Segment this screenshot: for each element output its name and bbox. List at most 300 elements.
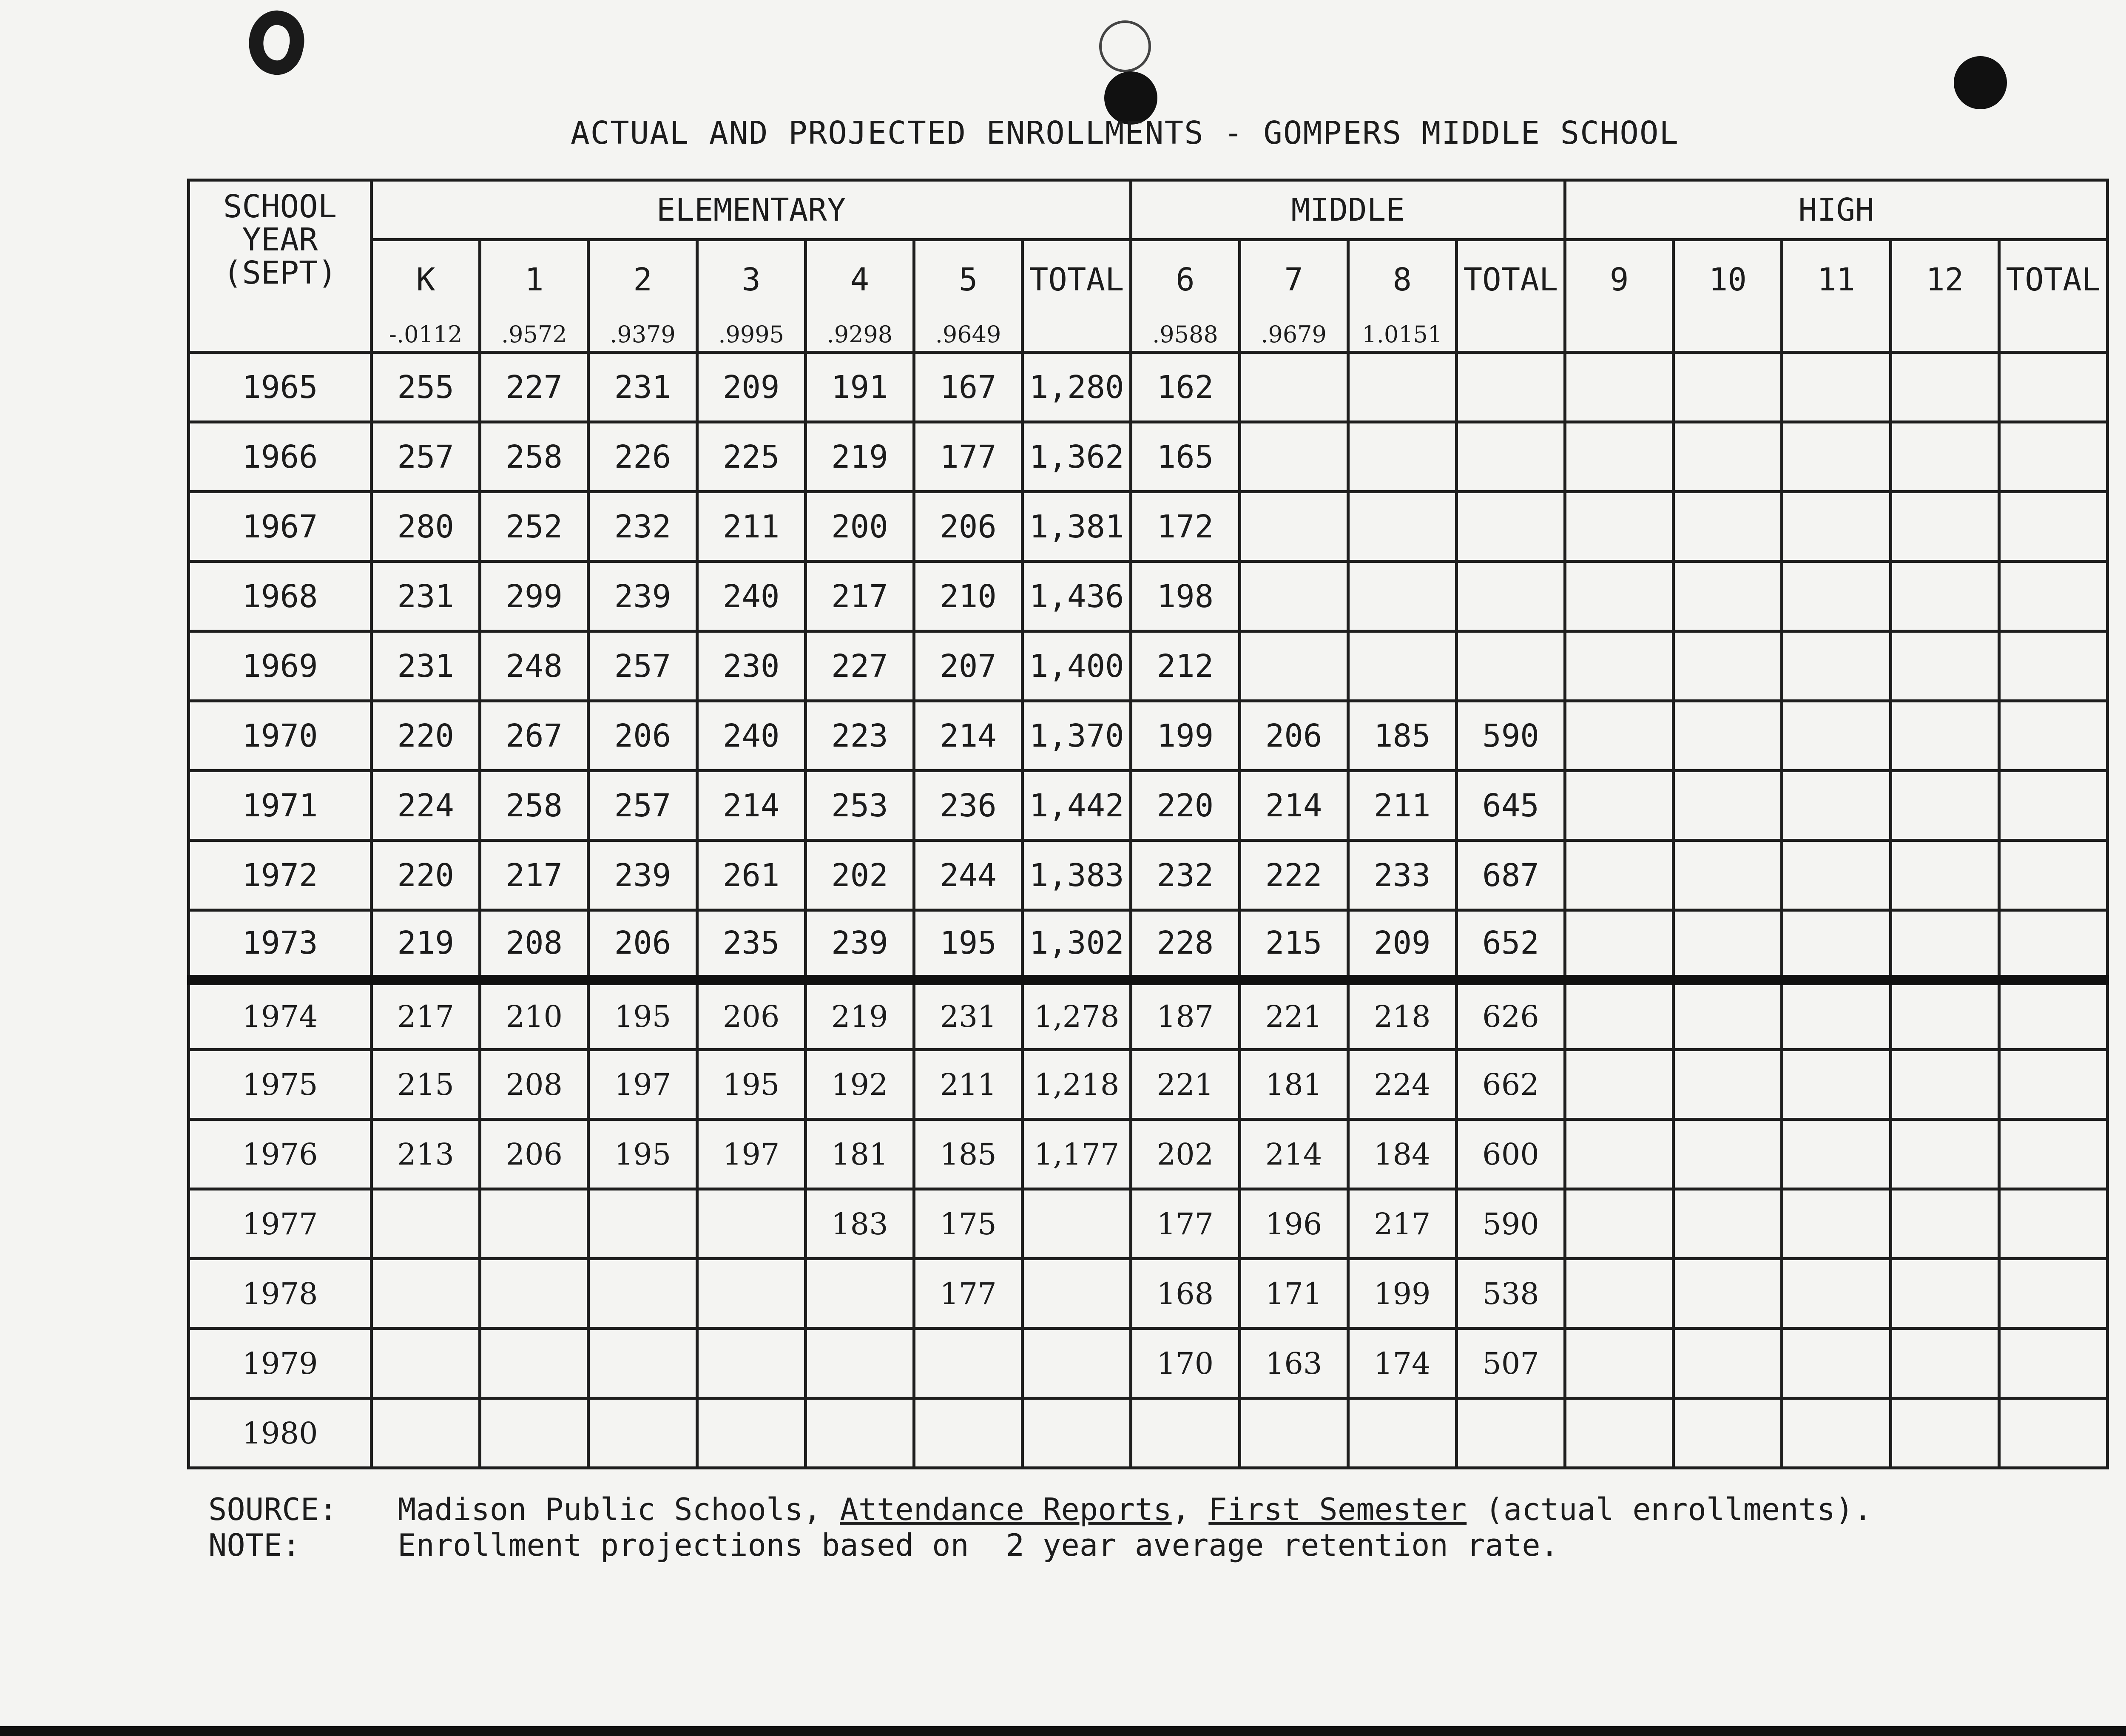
enrollment-cell: 191 [805,352,914,422]
enrollment-cell: 239 [805,910,914,980]
enrollment-cell: 538 [1456,1259,1565,1329]
enrollment-cell [1565,701,1674,771]
grade-column-header [1348,240,1456,352]
enrollment-cell [1890,1189,1999,1259]
enrollment-cell [1456,492,1565,562]
enrollment-cell [1890,1259,1999,1329]
school-year-cell: 1966 [189,422,372,492]
enrollment-cell [914,1329,1022,1398]
enrollment-cell [1890,1329,1999,1398]
enrollment-cell: 228 [1131,910,1239,980]
note-text: Enrollment projections based on 2 year average retention rate. [398,1527,1559,1563]
enrollment-cell: 687 [1456,841,1565,910]
enrollment-cell: 211 [697,492,805,562]
enrollment-cell [1890,910,1999,980]
enrollment-cell [588,1259,697,1329]
school-year-cell: 1975 [189,1050,372,1119]
enrollment-cell: 170 [1131,1329,1239,1398]
enrollment-cell [1565,771,1674,841]
enrollment-cell: 227 [805,631,914,701]
enrollment-cell [1782,701,1890,771]
enrollment-cell [1348,562,1456,631]
retention-rate [1892,321,1998,348]
enrollment-cell [1782,492,1890,562]
enrollment-cell [1674,1119,1782,1189]
enrollment-cell: 239 [588,841,697,910]
enrollment-cell: 1,280 [1023,352,1131,422]
enrollment-cell: 267 [480,701,588,771]
enrollment-cell: 252 [480,492,588,562]
school-year-cell: 1970 [189,701,372,771]
table-row [189,631,2108,701]
enrollment-cell [805,1259,914,1329]
enrollment-cell [1239,492,1348,562]
enrollment-cell: 258 [480,422,588,492]
school-year-cell: 1965 [189,352,372,422]
table-row [189,841,2108,910]
enrollment-cell: 219 [805,422,914,492]
enrollment-cell: 258 [480,771,588,841]
enrollment-cell: 171 [1239,1259,1348,1329]
enrollment-cell [1782,1398,1890,1468]
enrollment-cell [1674,352,1782,422]
enrollment-cell [805,1398,914,1468]
grade-column-header [914,240,1022,352]
scan-edge [0,1726,2126,1736]
table-row [189,352,2108,422]
enrollment-cell: 1,302 [1023,910,1131,980]
enrollment-cell [1348,422,1456,492]
enrollment-cell: 507 [1456,1329,1565,1398]
grade-label: 5 [958,261,978,298]
table-row [189,980,2108,1050]
enrollment-cell: 167 [914,352,1022,422]
elementary-group-header: ELEMENTARY [372,180,1131,240]
punch-hole-outline [1099,20,1151,72]
enrollment-cell: 165 [1131,422,1239,492]
enrollment-cell: 220 [372,701,480,771]
enrollment-cell [1890,771,1999,841]
enrollment-cell [1565,1189,1674,1259]
enrollment-cell [1565,1050,1674,1119]
enrollment-cell: 232 [1131,841,1239,910]
enrollment-cell [1674,1398,1782,1468]
enrollment-cell: 1,442 [1023,771,1131,841]
enrollment-cell [1565,1329,1674,1398]
enrollment-cell [480,1189,588,1259]
enrollment-cell: 185 [914,1119,1022,1189]
handwritten-mark [242,5,311,80]
enrollment-cell [1456,562,1565,631]
table-row [189,1398,2108,1468]
enrollment-cell: 195 [588,1119,697,1189]
enrollment-cell: 645 [1456,771,1565,841]
enrollment-cell [1023,1189,1131,1259]
enrollment-cell: 215 [372,1050,480,1119]
enrollment-cell [1999,1189,2107,1259]
enrollment-cell: 181 [1239,1050,1348,1119]
enrollment-cell: 177 [1131,1189,1239,1259]
enrollment-cell [1782,910,1890,980]
enrollment-cell [1999,352,2107,422]
school-year-cell: 1967 [189,492,372,562]
enrollment-cell: 214 [914,701,1022,771]
note-label: NOTE: [208,1527,301,1563]
enrollment-cell: 255 [372,352,480,422]
enrollment-cell [588,1189,697,1259]
retention-rate: .9995 [718,321,784,348]
enrollment-cell: 257 [588,771,697,841]
enrollment-cell: 206 [914,492,1022,562]
enrollment-cell [1674,1189,1782,1259]
enrollment-cell: 225 [697,422,805,492]
grade-header-row [189,240,2108,352]
table-row [189,422,2108,492]
school-year-cell: 1977 [189,1189,372,1259]
enrollment-cell: 233 [1348,841,1456,910]
enrollment-cell: 202 [1131,1119,1239,1189]
enrollment-cell: 1,383 [1023,841,1131,910]
enrollment-cell: 232 [588,492,697,562]
enrollment-cell [1565,841,1674,910]
enrollment-cell: 197 [697,1119,805,1189]
enrollment-cell: 207 [914,631,1022,701]
enrollment-cell: 184 [1348,1119,1456,1189]
enrollment-cell: 1,436 [1023,562,1131,631]
enrollment-cell [1456,422,1565,492]
enrollment-cell: 1,218 [1023,1050,1131,1119]
enrollment-cell [1999,701,2107,771]
enrollment-cell: 280 [372,492,480,562]
enrollment-cell: 195 [914,910,1022,980]
enrollment-cell: 195 [697,1050,805,1119]
enrollment-cell: 219 [805,980,914,1050]
enrollment-cell [1674,980,1782,1050]
enrollment-cell [1890,562,1999,631]
enrollment-cell: 221 [1239,980,1348,1050]
table-row [189,771,2108,841]
enrollment-cell: 240 [697,562,805,631]
grade-column-header [1239,240,1348,352]
enrollment-cell: 196 [1239,1189,1348,1259]
enrollment-cell: 177 [914,422,1022,492]
retention-rate [1024,321,1129,348]
page-title: ACTUAL AND PROJECTED ENROLLMENTS - GOMPERS MIDDLE SCHOOL [571,115,1679,151]
enrollment-cell: 1,381 [1023,492,1131,562]
enrollment-cell: 195 [588,980,697,1050]
enrollment-table [187,179,2109,1469]
enrollment-cell: 230 [697,631,805,701]
enrollment-cell: 210 [914,562,1022,631]
enrollment-cell [480,1259,588,1329]
enrollment-cell: 199 [1131,701,1239,771]
enrollment-cell: 174 [1348,1329,1456,1398]
enrollment-cell: 198 [1131,562,1239,631]
enrollment-cell [697,1398,805,1468]
enrollment-cell: 1,370 [1023,701,1131,771]
grade-column-header [1565,240,1674,352]
enrollment-cell [1999,1398,2107,1468]
enrollment-cell [1565,352,1674,422]
enrollment-cell: 197 [588,1050,697,1119]
enrollment-cell [1782,771,1890,841]
enrollment-cell: 213 [372,1119,480,1189]
enrollment-cell [1674,492,1782,562]
grade-label: 6 [1176,261,1195,298]
enrollment-cell: 202 [805,841,914,910]
enrollment-cell: 261 [697,841,805,910]
enrollment-cell: 239 [588,562,697,631]
source-comma: , [1171,1492,1190,1527]
school-year-cell: 1980 [189,1398,372,1468]
enrollment-cell: 192 [805,1050,914,1119]
school-year-cell: 1974 [189,980,372,1050]
enrollment-cell [1348,492,1456,562]
enrollment-cell [1565,980,1674,1050]
enrollment-cell [1890,1398,1999,1468]
enrollment-cell: 211 [1348,771,1456,841]
enrollment-cell: 1,400 [1023,631,1131,701]
enrollment-cell [914,1398,1022,1468]
enrollment-cell [1565,631,1674,701]
enrollment-cell [1999,910,2107,980]
grade-column-header [1023,240,1131,352]
grade-label: TOTAL [2006,261,2101,298]
punch-hole [1954,56,2007,109]
enrollment-cell [1456,631,1565,701]
enrollment-cell: 210 [480,980,588,1050]
enrollment-cell: 222 [1239,841,1348,910]
enrollment-cell: 217 [372,980,480,1050]
school-year-cell: 1976 [189,1119,372,1189]
grade-column-header [1674,240,1782,352]
retention-rate [2001,321,2106,348]
grade-label: 10 [1708,261,1747,298]
retention-rate: 1.0151 [1362,321,1443,348]
enrollment-cell [1239,422,1348,492]
enrollment-cell [1890,352,1999,422]
enrollment-cell: 214 [1239,771,1348,841]
enrollment-cell [1348,631,1456,701]
enrollment-cell [1782,1329,1890,1398]
header-line: YEAR [242,222,318,258]
enrollment-cell [480,1398,588,1468]
grade-label: K [416,261,435,298]
school-year-cell: 1978 [189,1259,372,1329]
school-year-header [189,180,372,352]
grade-column-header [372,240,480,352]
source-text: Madison Public Schools, [398,1492,821,1527]
enrollment-cell [1023,1329,1131,1398]
enrollment-cell [1565,1259,1674,1329]
enrollment-cell [1890,701,1999,771]
enrollment-cell [1782,841,1890,910]
grade-column-header [697,240,805,352]
enrollment-cell [1999,980,2107,1050]
enrollment-cell [1999,631,2107,701]
enrollment-cell: 209 [1348,910,1456,980]
grade-column-header [1782,240,1890,352]
enrollment-cell: 248 [480,631,588,701]
enrollment-cell: 590 [1456,701,1565,771]
enrollment-cell: 224 [1348,1050,1456,1119]
enrollment-cell [1999,1329,2107,1398]
grade-label: 1 [525,261,544,298]
enrollment-cell: 183 [805,1189,914,1259]
enrollment-cell: 214 [697,771,805,841]
enrollment-cell [480,1329,588,1398]
enrollment-cell: 231 [588,352,697,422]
retention-rate: -.0112 [389,321,463,348]
enrollment-cell: 175 [914,1189,1022,1259]
enrollment-cell [1999,562,2107,631]
grade-label: 7 [1284,261,1303,298]
enrollment-cell: 206 [1239,701,1348,771]
enrollment-cell [1890,492,1999,562]
enrollment-cell: 590 [1456,1189,1565,1259]
enrollment-cell [1782,422,1890,492]
table-row [189,562,2108,631]
enrollment-cell: 600 [1456,1119,1565,1189]
enrollment-cell: 219 [372,910,480,980]
school-year-cell: 1971 [189,771,372,841]
enrollment-cell [1131,1398,1239,1468]
enrollment-cell: 185 [1348,701,1456,771]
source-report-name: Attendance Reports [840,1492,1172,1527]
enrollment-cell: 217 [805,562,914,631]
enrollment-cell [1999,422,2107,492]
enrollment-cell: 206 [588,910,697,980]
enrollment-cell [1999,1119,2107,1189]
enrollment-cell [1674,1329,1782,1398]
enrollment-cell [1782,562,1890,631]
enrollment-cell: 253 [805,771,914,841]
enrollment-cell: 236 [914,771,1022,841]
enrollment-cell: 217 [1348,1189,1456,1259]
enrollment-cell [1782,1259,1890,1329]
header-line: (SEPT) [223,255,337,291]
enrollment-cell [697,1329,805,1398]
enrollment-cell [1782,980,1890,1050]
table-row [189,1119,2108,1189]
enrollment-cell [372,1398,480,1468]
enrollment-cell [1890,841,1999,910]
grade-column-header [1890,240,1999,352]
source-label: SOURCE: [208,1492,338,1527]
retention-rate [1458,321,1563,348]
enrollment-cell [1565,422,1674,492]
enrollment-cell [1782,352,1890,422]
enrollment-cell: 223 [805,701,914,771]
high-group-header: HIGH [1565,180,2108,240]
enrollment-cell: 206 [588,701,697,771]
enrollment-cell: 211 [914,1050,1022,1119]
enrollment-cell: 231 [914,980,1022,1050]
enrollment-cell: 224 [372,771,480,841]
enrollment-cell: 244 [914,841,1022,910]
enrollment-cell [1782,631,1890,701]
enrollment-cell [1999,1050,2107,1119]
enrollment-cell [1674,1050,1782,1119]
grade-column-header [805,240,914,352]
enrollment-cell: 227 [480,352,588,422]
enrollment-cell: 215 [1239,910,1348,980]
retention-rate [1566,321,1672,348]
enrollment-cell: 208 [480,1050,588,1119]
enrollment-cell [1999,841,2107,910]
grade-column-header [1131,240,1239,352]
table-row [189,492,2108,562]
enrollment-cell [1239,352,1348,422]
enrollment-cell: 257 [372,422,480,492]
enrollment-cell: 209 [697,352,805,422]
enrollment-cell: 299 [480,562,588,631]
enrollment-cell [1674,701,1782,771]
enrollment-cell: 1,362 [1023,422,1131,492]
table-row [189,701,2108,771]
enrollment-cell: 217 [480,841,588,910]
enrollment-cell [372,1189,480,1259]
enrollment-cell: 231 [372,562,480,631]
footer-notes [208,1492,1872,1563]
enrollment-cell [1999,1259,2107,1329]
table-row [189,1329,2108,1398]
enrollment-cell [588,1398,697,1468]
grade-label: 8 [1393,261,1412,298]
enrollment-cell [697,1189,805,1259]
enrollment-cell: 221 [1131,1050,1239,1119]
enrollment-cell: 214 [1239,1119,1348,1189]
enrollment-cell: 257 [588,631,697,701]
enrollment-cell: 212 [1131,631,1239,701]
school-year-cell: 1979 [189,1329,372,1398]
enrollment-cell [697,1259,805,1329]
retention-rate: .9379 [610,321,676,348]
grade-column-header [480,240,588,352]
enrollment-cell [1456,1398,1565,1468]
enrollment-cell: 662 [1456,1050,1565,1119]
enrollment-cell: 652 [1456,910,1565,980]
enrollment-cell [1565,1119,1674,1189]
school-year-cell: 1968 [189,562,372,631]
grade-label: 12 [1926,261,1964,298]
enrollment-cell [1239,1398,1348,1468]
table-row [189,910,2108,980]
enrollment-cell: 181 [805,1119,914,1189]
enrollment-cell: 231 [372,631,480,701]
enrollment-cell: 1,278 [1023,980,1131,1050]
enrollment-cell: 206 [697,980,805,1050]
enrollment-cell [1674,910,1782,980]
enrollment-cell: 200 [805,492,914,562]
enrollment-cell [1565,562,1674,631]
enrollment-cell [1999,492,2107,562]
grade-label: 2 [633,261,652,298]
grade-label: TOTAL [1029,261,1124,298]
enrollment-cell [1565,910,1674,980]
enrollment-cell [1674,422,1782,492]
enrollment-cell [1782,1050,1890,1119]
enrollment-cell [1565,1398,1674,1468]
table-body [189,352,2108,1468]
enrollment-cell [1890,980,1999,1050]
source-qualifier: (actual enrollments). [1485,1492,1872,1527]
enrollment-cell [1782,1189,1890,1259]
grade-label: 4 [850,261,870,298]
school-year-cell: 1973 [189,910,372,980]
header-line: SCHOOL [223,188,337,225]
retention-rate: .9679 [1261,321,1327,348]
